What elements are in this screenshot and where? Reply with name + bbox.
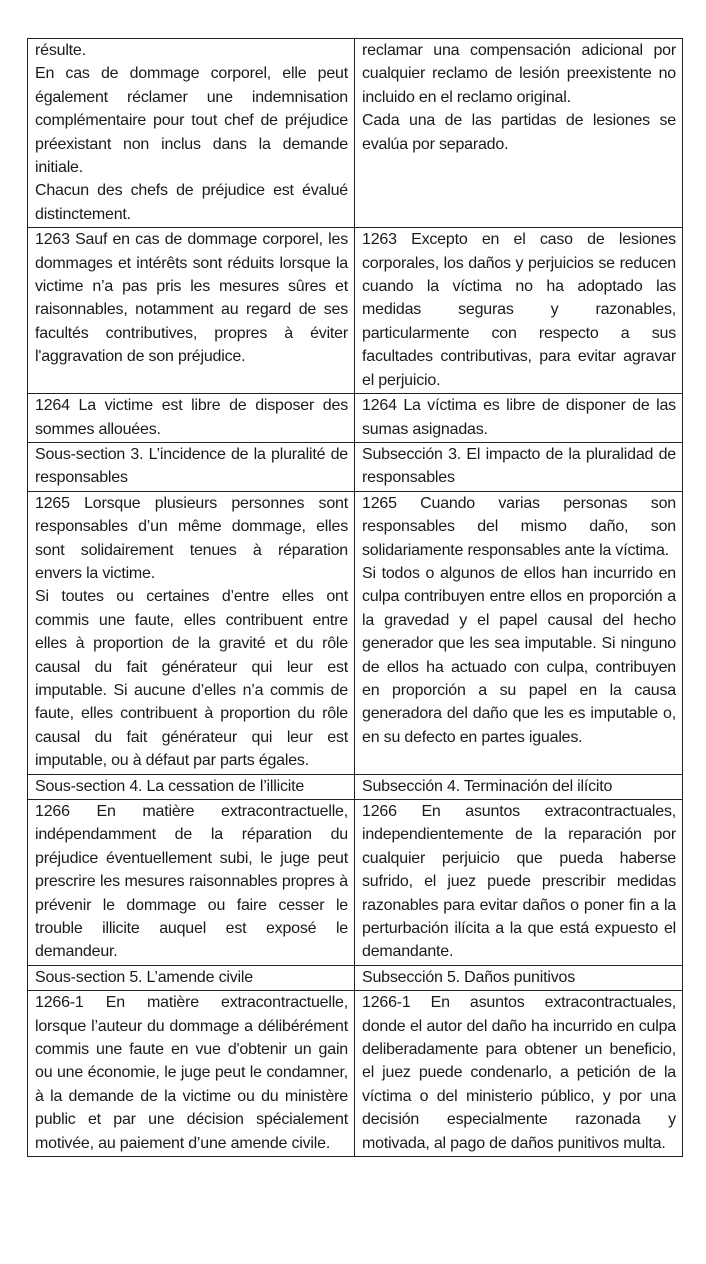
table-row	[28, 394, 683, 443]
table-row	[28, 774, 683, 799]
paragraph: reclamar una compensación adicional por cualquier reclamo de lesión preexistente no incluido en el reclamo original.	[362, 42, 676, 106]
paragraph: Si todos o algunos de ellos han incurrido en culpa contribuyen entre ellos en proporción a la gravedad y el papel causal del hecho generador que les sea imputable. Si ninguno de ellos ha actuado con culpa, contribuyen en proporción a su papel en la causa generadora del daño que les es imputable o, en su defecto en partes iguales.	[362, 564, 676, 746]
spanish-cell	[355, 39, 683, 228]
article-1266-fr: 1266 En matière extracontractuelle, indépendamment de la réparation du préjudice éventuellement subi, le juge peut prescrire les mesures raisonnables propres à prévenir le dommage ou faire cesser le trouble illicite auquel est exposé le demandeur.	[35, 803, 348, 961]
article-1264-fr: 1264 La victime est libre de disposer des sommes allouées.	[35, 397, 348, 438]
article-1266-1-fr: 1266-1 En matière extracontractuelle, lorsque l’auteur du dommage a délibérément commis une faute en vue d'obtenir un gain ou une économie, le juge peut le condamner, à la demande de la victime ou du ministère public et par une décision spécialement motivée, au paiement d’une amende civile.	[35, 994, 348, 1152]
spanish-cell	[355, 991, 683, 1157]
table-row	[28, 965, 683, 990]
document-page	[27, 38, 682, 1157]
french-cell	[28, 800, 355, 966]
french-cell	[28, 39, 355, 228]
table-row	[28, 442, 683, 491]
french-cell	[28, 991, 355, 1157]
spanish-cell	[355, 800, 683, 966]
subsection-heading: Sous-section 5. L’amende civile	[35, 968, 253, 986]
spanish-cell	[355, 442, 683, 491]
paragraph: En cas de dommage corporel, elle peut également réclamer une indemnisation complémentaire pour tout chef de préjudice préexistant non inclus dans la demande initiale.	[35, 65, 348, 177]
article-1263-fr: 1263 Sauf en cas de dommage corporel, les dommages et intérêts sont réduits lorsque la victime n’a pas pris les mesures sûres et raisonnables, notamment au regard de ses facultés contributives, propres à éviter l'aggravation de son préjudice.	[35, 231, 348, 366]
french-cell	[28, 442, 355, 491]
subsection-heading: Subsección 5. Daños punitivos	[362, 968, 575, 986]
spanish-cell	[355, 228, 683, 394]
article-1264-es: 1264 La víctima es libre de disponer de las sumas asignadas.	[362, 397, 676, 438]
article-1265-fr: 1265 Lorsque plusieurs personnes sont responsables d’un même dommage, elles sont solidairement tenues à réparation envers la victime.	[35, 494, 348, 582]
spanish-cell	[355, 394, 683, 443]
spanish-cell	[355, 491, 683, 774]
paragraph: Cada una de las partidas de lesiones se evalúa por separado.	[362, 112, 676, 153]
paragraph: Si toutes ou certaines d’entre elles ont commis une faute, elles contribuent entre elles à proportion de la gravité et du rôle causal du fait générateur qui leur est imputable. Si aucune d’elles n’a commis de faute, elles contribuent à proportion du rôle causal du fait générateur qui leur est imputable, ou à défaut par parts égales.	[35, 588, 348, 770]
french-cell	[28, 965, 355, 990]
paragraph: résulte.	[35, 42, 86, 59]
french-cell	[28, 228, 355, 394]
paragraph: Chacun des chefs de préjudice est évalué distinctement.	[35, 182, 348, 223]
table-row	[28, 991, 683, 1157]
table-row	[28, 228, 683, 394]
spanish-cell	[355, 774, 683, 799]
subsection-heading: Sous-section 3. L’incidence de la pluralité de responsables	[35, 445, 348, 487]
french-cell	[28, 491, 355, 774]
spanish-cell	[355, 965, 683, 990]
subsection-heading: Subsección 4. Terminación del ilícito	[362, 777, 613, 795]
article-1265-es: 1265 Cuando varias personas son responsables del mismo daño, son solidariamente responsables ante la víctima.	[362, 494, 676, 559]
table-row	[28, 800, 683, 966]
table-row	[28, 39, 683, 228]
subsection-heading: Sous-section 4. La cessation de l’illicite	[35, 777, 305, 795]
french-cell	[28, 774, 355, 799]
table-row	[28, 491, 683, 774]
subsection-heading: Subsección 3. El impacto de la pluralidad de responsables	[362, 445, 676, 487]
french-cell	[28, 394, 355, 443]
bilingual-table	[27, 38, 683, 1157]
article-1266-1-es: 1266-1 En asuntos extracontractuales, donde el autor del daño ha incurrido en culpa deliberadamente para obtener un beneficio, el juez puede condenarlo, a petición de la víctima o del ministerio público, y por una decisión especialmente razonada y motivada, al pago de daños punitivos multa.	[362, 994, 676, 1152]
article-1263-es: 1263 Excepto en el caso de lesiones corporales, los daños y perjuicios se reducen cuando la víctima no ha adoptado las medidas seguras y razonables, particularmente con respecto a sus facultades contributivas, para evitar agravar el perjuicio.	[362, 231, 676, 389]
article-1266-es: 1266 En asuntos extracontractuales, independientemente de la reparación por cualquier perjuicio que pueda haberse sufrido, el juez puede prescribir medidas razonables para evitar daños o poner fin a la perturbación ilícita a la que está expuesto el demandante.	[362, 803, 676, 961]
